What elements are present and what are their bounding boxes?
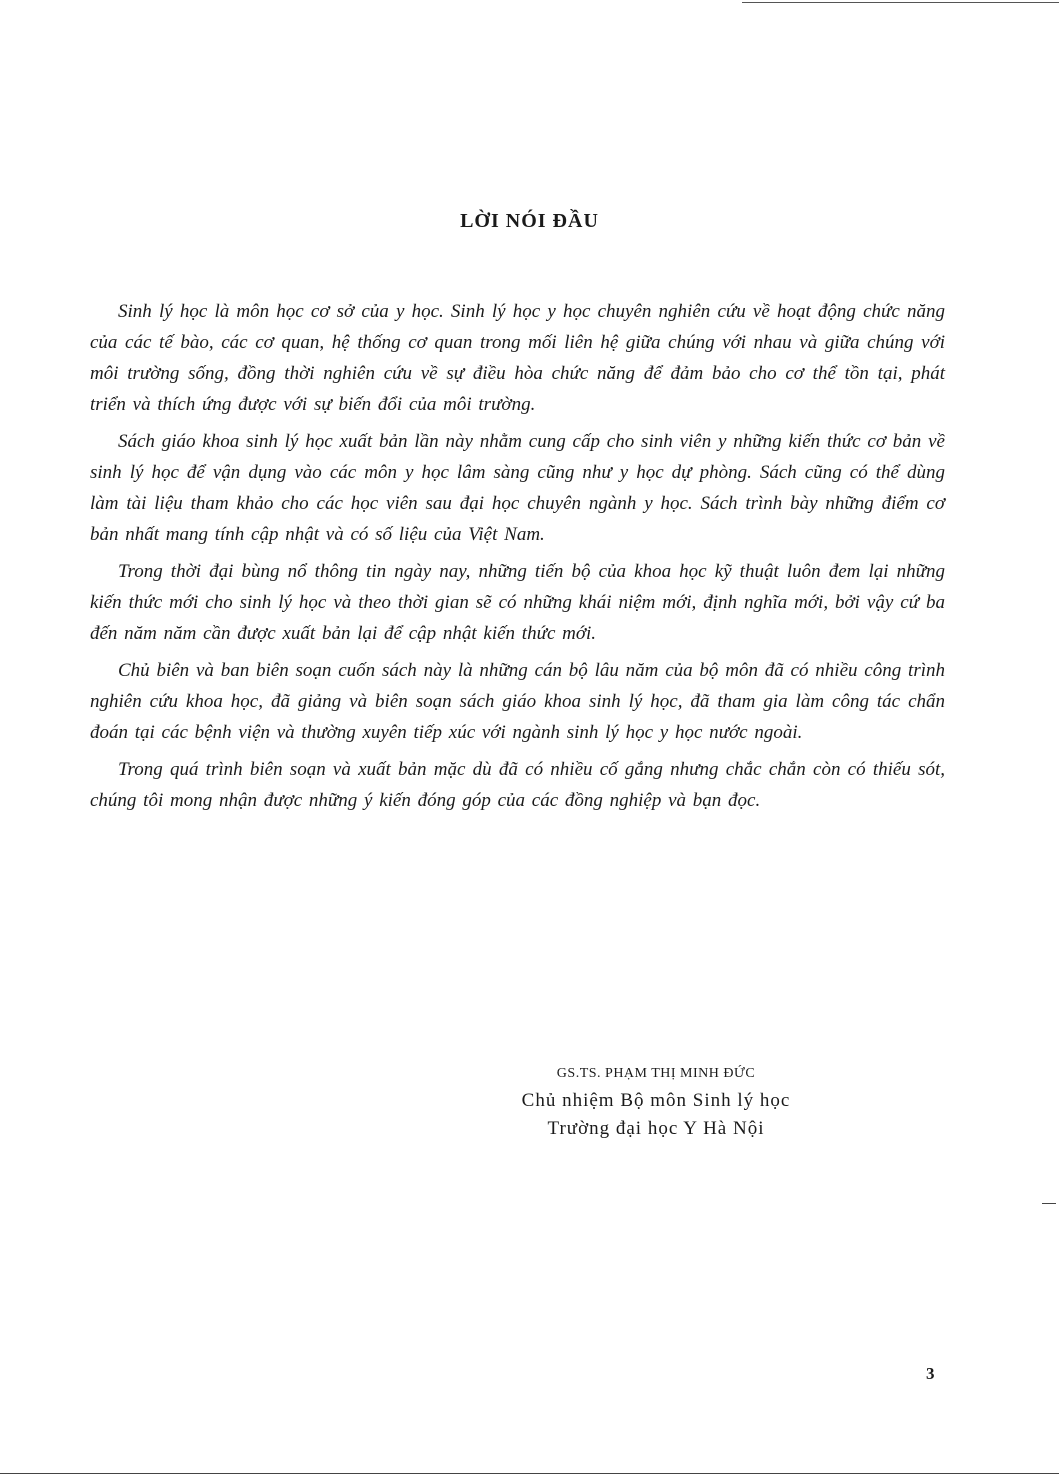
preface-body [90, 296, 945, 822]
page-title: LỜI NÓI ĐẦU [460, 210, 599, 232]
margin-mark [1042, 1203, 1056, 1204]
page-number: 3 [926, 1364, 935, 1383]
bottom-edge-rule [0, 1473, 1059, 1474]
author-name: GS.TS. PHẠM THỊ MINH ĐỨC [556, 1066, 756, 1081]
signature-block [470, 1066, 842, 1146]
paragraph-4: Chủ biên và ban biên soạn cuốn sách này là những cán bộ lâu năm của bộ môn đã có nhiều công trình nghiên cứu khoa học, đã giảng và biên soạn sách giáo khoa sinh lý học, đã tham gia làm công tác chẩn đoán tại các bệnh viện và thường xuyên tiếp xúc với ngành sinh lý học y học nước ngoài. [90, 660, 945, 743]
paragraph-3: Trong thời đại bùng nổ thông tin ngày nay, những tiến bộ của khoa học kỹ thuật luôn đem lại những kiến thức mới cho sinh lý học và theo thời gian sẽ có những khái niệm mới, định nghĩa mới, bởi vậy cứ ba đến năm năm cần được xuất bản lại để cập nhật kiến thức mới. [90, 561, 945, 644]
paragraph-1: Sinh lý học là môn học cơ sở của y học. Sinh lý học y học chuyên nghiên cứu về hoạt động chức năng của các tế bào, các cơ quan, hệ thống cơ quan trong mối liên hệ giữa chúng với nhau và giữa chúng với môi trường sống, đồng thời nghiên cứu về sự điều hòa chức năng để đảm bảo cho cơ thể tồn tại, phát triển và thích ứng được với sự biến đổi của môi trường. [90, 301, 945, 415]
author-institution: Trường đại học Y Hà Nội [547, 1118, 765, 1139]
paragraph-5: Trong quá trình biên soạn và xuất bản mặc dù đã có nhiều cố gắng nhưng chắc chắn còn có thiếu sót, chúng tôi mong nhận được những ý kiến đóng góp của các đồng nghiệp và bạn đọc. [90, 759, 945, 811]
author-position: Chủ nhiệm Bộ môn Sinh lý học [521, 1090, 791, 1111]
paragraph-2: Sách giáo khoa sinh lý học xuất bản lần này nhằm cung cấp cho sinh viên y những kiến thức cơ bản về sinh lý học để vận dụng vào các môn y học lâm sàng cũng như y học dự phòng. Sách cũng có thể dùng làm tài liệu tham khảo cho các học viên sau đại học chuyên ngành y học. Sách trình bày những điểm cơ bản nhất mang tính cập nhật và có số liệu của Việt Nam. [90, 431, 945, 545]
top-edge-rule [742, 2, 1059, 3]
